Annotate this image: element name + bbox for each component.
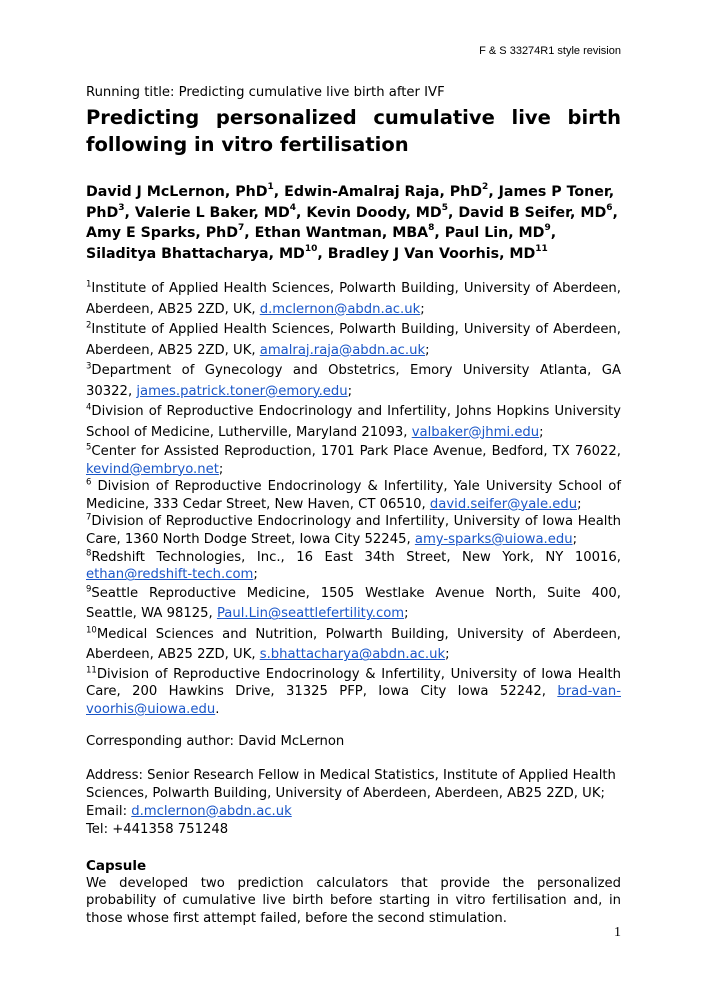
affiliation-end: ; — [425, 342, 430, 358]
affiliation-text: Medical Sciences and Nutrition, Polwarth Building, University of Aberdeen, Aberdeen, AB25 2ZD, UK, — [86, 626, 621, 663]
author-separator: , — [550, 225, 557, 241]
affiliation-number: 11 — [86, 665, 97, 676]
author-affiliation-number: 6 — [606, 202, 613, 213]
telephone: Tel: +441358 751248 — [86, 821, 229, 837]
author-affiliation-number: 10 — [304, 243, 318, 254]
affiliation-end: ; — [253, 567, 258, 583]
affiliation-email-link[interactable]: david.seifer@yale.edu — [429, 496, 578, 512]
author — [306, 202, 459, 221]
author-name: Edwin-Amalraj Raja, PhD — [284, 184, 483, 200]
affiliation-number: 10 — [86, 625, 97, 636]
affiliation-number: 3 — [86, 361, 92, 372]
author — [86, 243, 328, 262]
affiliation-text: Seattle Reproductive Medicine, 1505 Westlake Avenue North, Suite 400, Seattle, WA 98125, — [86, 585, 621, 622]
corresponding-author: Corresponding author: David McLernon — [86, 733, 345, 749]
affiliation-text: Redshift Technologies, Inc., 16 East 34th Street, New York, NY 10016, — [91, 549, 621, 565]
affiliation-end: . — [215, 701, 220, 717]
affiliation-text: Division of Reproductive Endocrinology and Infertility, Johns Hopkins University School of Medicine, Lutherville, Maryland 21093, — [86, 404, 621, 440]
affiliation-number: 6 — [86, 477, 92, 488]
author-affiliation-number: 5 — [441, 202, 448, 213]
affiliation-text: Department of Gynecology and Obstetrics, Emory University Atlanta, GA 30322, — [86, 363, 621, 399]
affiliation-list — [86, 279, 621, 719]
affiliation-item — [86, 478, 621, 513]
author-name: Ethan Wantman, MBA — [254, 225, 429, 241]
author-separator: , — [612, 204, 618, 221]
email-line — [86, 803, 621, 821]
affiliation-item — [86, 625, 621, 666]
author — [86, 184, 284, 200]
author — [445, 225, 556, 241]
header-code: F & S 33274R1 style revision — [479, 45, 621, 57]
email-link[interactable]: d.mclernon@abdn.ac.uk — [131, 803, 292, 819]
author-affiliation-number: 11 — [535, 243, 548, 254]
affiliation-email-link[interactable]: valbaker@jhmi.edu — [411, 424, 540, 440]
capsule-text: We developed two prediction calculators that provide the personalized probability of cumulative live birth before starting in vitro fertilisation and, in those whose first attempt failed, before the second stimulation. — [86, 875, 621, 926]
affiliation-item — [86, 443, 621, 478]
affiliation-end: ; — [404, 606, 409, 622]
affiliation-email-link[interactable]: brad-van-voorhis@uiowa.edu — [86, 684, 621, 717]
affiliation-number: 4 — [86, 402, 92, 413]
author-separator: , — [317, 245, 328, 262]
affiliation-item — [86, 279, 621, 320]
affiliation-text: Division of Reproductive Endocrinology & Infertility, University of Iowa Health Care, 200 Hawkins Drive, 31325 PFP, Iowa City Iowa 52242, — [86, 666, 621, 700]
affiliation-item — [86, 549, 621, 584]
author — [327, 243, 548, 262]
author-name: Valerie L Baker, MD — [134, 204, 290, 221]
affiliation-email-link[interactable]: ethan@redshift-tech.com — [86, 567, 254, 583]
affiliation-number: 5 — [86, 442, 92, 453]
author-affiliation-number: 7 — [238, 223, 245, 234]
author-name: Bradley J Van Voorhis, MD — [327, 245, 536, 262]
affiliation-number: 9 — [86, 584, 92, 595]
author-name: James P Toner, PhD — [86, 184, 615, 221]
affiliation-email-link[interactable]: d.mclernon@abdn.ac.uk — [259, 301, 421, 317]
paper-title: Predicting personalized cumulative live birth following in vitro fertilisation — [86, 106, 621, 156]
affiliation-email-link[interactable]: Paul.Lin@seattlefertility.com — [216, 606, 405, 622]
author-name: Paul Lin, MD — [444, 225, 545, 241]
capsule-section — [86, 858, 621, 928]
affiliation-number: 8 — [86, 548, 92, 559]
contact-address — [86, 767, 621, 839]
author-name: David B Seifer, MD — [458, 204, 607, 221]
affiliation-end: ; — [577, 496, 582, 512]
author-list — [86, 182, 621, 264]
first-page-content — [86, 84, 621, 927]
author — [86, 225, 255, 241]
author-affiliation-number: 8 — [428, 223, 435, 234]
affiliation-end: ; — [347, 383, 353, 399]
affiliation-end: ; — [572, 531, 578, 547]
author-separator: , — [244, 225, 255, 241]
running-title: Running title: Predicting cumulative live birth after IVF — [86, 85, 445, 100]
author-affiliation-number: 3 — [118, 202, 125, 213]
author — [284, 184, 499, 200]
affiliation-text: Institute of Applied Health Sciences, Polwarth Building, University of Aberdeen, Aberdeen, AB25 2ZD, UK, — [86, 281, 621, 317]
affiliation-text: Center for Assisted Reproduction, 1701 Park Place Avenue, Bedford, TX 76022, — [91, 444, 621, 459]
affiliation-end: ; — [445, 647, 450, 663]
author-separator: , — [124, 204, 135, 221]
author-affiliation-number: 1 — [267, 182, 274, 193]
author-affiliation-number: 9 — [544, 223, 551, 234]
affiliation-email-link[interactable]: kevind@embryo.net — [86, 461, 219, 477]
author-separator: , — [296, 204, 307, 221]
author-separator: , — [434, 225, 445, 241]
author — [134, 202, 307, 221]
affiliation-item — [86, 361, 621, 402]
author — [458, 202, 618, 221]
author-separator: , — [488, 184, 499, 200]
author-name: Kevin Doody, MD — [306, 204, 442, 221]
affiliation-end: ; — [539, 424, 544, 440]
author-separator: , — [273, 184, 285, 200]
email-label: Email: — [86, 803, 132, 819]
author-name: Amy E Sparks, PhD — [86, 225, 239, 241]
page-number: 1 — [614, 925, 621, 940]
affiliation-end: ; — [218, 461, 224, 477]
affiliation-number: 1 — [86, 279, 92, 290]
affiliation-item — [86, 584, 621, 625]
author-name: David J McLernon, PhD — [86, 184, 268, 200]
affiliation-item — [86, 402, 621, 443]
author — [255, 225, 445, 241]
affiliation-item — [86, 513, 621, 548]
affiliation-text: Division of Reproductive Endocrinology and Infertility, University of Iowa Health Care, 1360 North Dodge Street, Iowa City 52245, — [86, 514, 621, 547]
address-text: Address: Senior Research Fellow in Medical Statistics, Institute of Applied Health Sciences, Polwarth Building, University of Aberdeen, Aberdeen, AB25 2ZD, UK; — [86, 767, 616, 801]
affiliation-email-link[interactable]: amy-sparks@uiowa.edu — [414, 531, 573, 547]
affiliation-email-link[interactable]: s.bhattacharya@abdn.ac.uk — [259, 647, 446, 663]
capsule-heading: Capsule — [86, 857, 147, 874]
affiliation-number: 2 — [86, 320, 92, 331]
affiliation-number: 7 — [86, 512, 92, 523]
affiliation-end: ; — [420, 301, 425, 317]
affiliation-email-link[interactable]: james.patrick.toner@emory.edu — [136, 383, 348, 399]
affiliation-text: Division of Reproductive Endocrinology & Infertility, Yale University School of Medicine, 333 Cedar Street, New Haven, CT 06510, — [86, 479, 621, 512]
author-affiliation-number: 4 — [289, 202, 297, 213]
author-affiliation-number: 2 — [482, 182, 489, 193]
affiliation-email-link[interactable]: amalraj.raja@abdn.ac.uk — [259, 342, 426, 358]
author-separator: , — [447, 204, 459, 221]
affiliation-item — [86, 666, 621, 719]
affiliation-text: Institute of Applied Health Sciences, Polwarth Building, University of Aberdeen, Aberdeen, AB25 2ZD, UK, — [86, 322, 621, 358]
author-name: Siladitya Bhattacharya, MD — [86, 245, 305, 262]
affiliation-item — [86, 320, 621, 361]
